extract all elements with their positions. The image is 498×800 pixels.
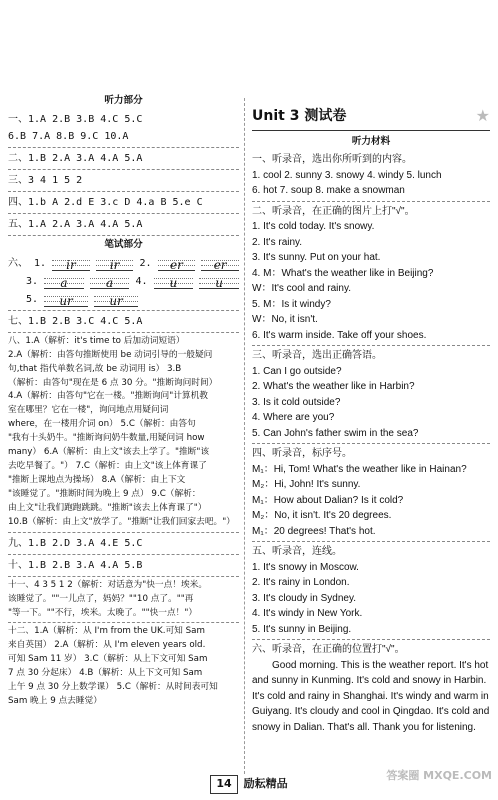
s5-line: 3. It's cloudy in Sydney. <box>252 592 356 604</box>
unit-header <box>252 104 490 131</box>
s5-line: 2. It's rainy in London. <box>252 577 350 589</box>
four-line-box: ur <box>94 292 138 307</box>
twelve-answers: 十二、1.A（解析：从 I'm from the UK.可知 Sam 来自英国） 2.A（解析：从 I'm eleven years old. 可知 Sam 11 岁） 3.C（解析：从上下文可知 Sam 7 点 30 分起床） 4.B（解析：从上下文可知 Sam 上午 9 点 30 分上数学课） 5.C（解析：从时间表可知 Sam 晚上 9 点去睡觉） <box>8 626 218 707</box>
s2-line: 6. It's warm inside. Take off your shoes. <box>252 329 427 341</box>
six-row-2: 3. a a 4. u u <box>26 274 239 289</box>
s1-line: 6. hot 7. soup 8. make a snowman <box>252 185 405 197</box>
s2-line: 5. M：Is it windy? <box>252 298 331 310</box>
four-line-box: a <box>90 274 130 289</box>
four-line-box: ir <box>96 256 134 271</box>
s6-title: 六、听录音，在正确的位置打"√"。 <box>252 644 405 656</box>
s3-line: 2. What's the weather like in Harbin? <box>252 381 415 393</box>
writing-section-title: 笔试部分 <box>104 239 143 251</box>
right-column <box>252 104 490 735</box>
s2-line: 3. It's sunny. Put on your hat. <box>252 252 381 264</box>
s2-line: W：It's cool and rainy. <box>252 283 351 295</box>
listening-answer-1b: 6.B 7.A 8.B 9.C 10.A <box>8 131 129 143</box>
four-line-box: ur <box>44 292 88 307</box>
seven-answers: 七、1.B 2.B 3.C 4.C 5.A <box>8 315 143 327</box>
left-column <box>8 92 239 709</box>
s3-title: 三、听录音，选出正确答语。 <box>252 350 382 362</box>
s2-line: 1. It's cold today. It's snowy. <box>252 221 375 233</box>
s5-title: 五、听录音，连线。 <box>252 546 342 558</box>
four-line-box: a <box>44 274 84 289</box>
nine-answers: 九、1.B 2.D 3.A 4.E 5.C <box>8 537 143 549</box>
watermark: 答案圈 MXQE.COM <box>386 769 492 782</box>
s2-line: W：No, it isn't. <box>252 314 318 326</box>
s3-line: 4. Where are you? <box>252 412 335 424</box>
s3-line: 5. Can John's father swim in the sea? <box>252 427 419 439</box>
material-title: 听力材料 <box>351 136 391 147</box>
s5-line: 5. It's sunny in Beijing. <box>252 623 352 635</box>
listening-answer-5: 五、1.A 2.A 3.A 4.A 5.A <box>8 219 143 231</box>
s3-line: 3. Is it cold outside? <box>252 396 341 408</box>
brand-logo: 励耘精品 <box>243 777 288 790</box>
listening-answer-2: 二、1.B 2.A 3.A 4.A 5.A <box>8 153 143 165</box>
s1-title: 一、听录音，选出你所听到的内容。 <box>252 154 412 166</box>
six-row-3: 5. ur ur <box>26 292 239 307</box>
four-line-box: ir <box>52 256 90 271</box>
listening-answer-1: 一、1.A 2.B 3.B 4.C 5.C <box>8 114 143 126</box>
s4-line: M₁：How about Dalian? Is it cold? <box>252 494 404 506</box>
page-number: 14 <box>210 775 237 794</box>
s4-line: M₁：Hi, Tom! What's the weather like in Hainan? <box>252 463 467 475</box>
star-icon: ★ <box>475 106 490 125</box>
s2-line: 2. It's rainy. <box>252 236 303 248</box>
four-line-box: u <box>199 274 239 289</box>
six-row-1: 六、 1. ir ir 2. er er <box>8 256 239 271</box>
unit-title: Unit 3 测试卷 <box>252 107 347 124</box>
s1-line: 1. cool 2. sunny 3. snowy 4. windy 5. lunch <box>252 169 442 181</box>
four-line-box: er <box>201 256 239 271</box>
listening-section-title: 听力部分 <box>104 95 143 106</box>
column-divider <box>244 98 246 774</box>
s4-title: 四、听录音，标序号。 <box>252 448 352 460</box>
eleven-answers: 十一、4 3 5 1 2（解析：对话意为"快一点！埃米。 该睡觉了。""一儿点了，妈妈？""10 点了。""再 "等一下。""不行，埃米。太晚了。""快一点！"） <box>8 579 208 618</box>
ten-answers: 十、1.B 2.B 3.A 4.A 5.B <box>8 559 143 571</box>
s5-line: 4. It's windy in New York. <box>252 608 363 620</box>
s2-title: 二、听录音，在正确的图片上打"√"。 <box>252 205 415 217</box>
weather-report-paragraph: Good morning. This is the weather report. It's hot and sunny in Kunming. It's cold and snowy in Harbin. It's cold and rainy in Shanghai. It's windy and warm in Guiyang. It's cloudy and cool in Qingdao. It's cold and snowy in Dalian. That's all. Thank you for listening. <box>252 659 490 733</box>
eight-answers: 八、1.A（解析：it's time to 后加动词短语） 2.A（解析：由答句推断使用 be 动词引导的一般疑问 句,that 指代单数名词,故 be 动词用 is） 3.B （解析：由答句"现在是 6 点 30 分。"推断询问时间） 4.A（解析：由答句"它在一楼。"推断询问"计算机教 室在哪里？它在一楼"，询问地点用疑问词 where，在一楼用介词 on） 5.C（解析：由答句 "我有十头奶牛。"推断询问奶牛数量,用疑问词 how many） 6.A（解析：由上文"该去上学了。"推断"该 去吃早餐了。"） 7.C（解析：由上文"该上体育课了 "推断上课地点为操场） 8.A（解析：由上下文 "该睡觉了。"推断时间为晚上 9 点） 9.C（解析： 由上文"让我们跑跑跳跳。"推断"该去上体育课了"） 10.B（解析：由上文"放学了。"推断"让我们回家去吧。"） <box>8 335 235 527</box>
four-line-box: er <box>158 256 196 271</box>
s4-line: M₁：20 degrees! That's hot. <box>252 525 376 537</box>
s4-line: M₂：Hi, John! It's sunny. <box>252 479 361 491</box>
listening-answer-3: 三、3 4 1 5 2 <box>8 175 83 187</box>
s4-line: M₂：No, it isn't. It's 20 degrees. <box>252 510 392 522</box>
s3-line: 1. Can I go outside? <box>252 365 342 377</box>
s2-line: 4. M：What's the weather like in Beijing? <box>252 267 434 279</box>
four-line-box: u <box>154 274 194 289</box>
s5-line: 1. It's snowy in Moscow. <box>252 561 359 573</box>
listening-answer-4: 四、1.b A 2.d E 3.c D 4.a B 5.e C <box>8 197 203 209</box>
